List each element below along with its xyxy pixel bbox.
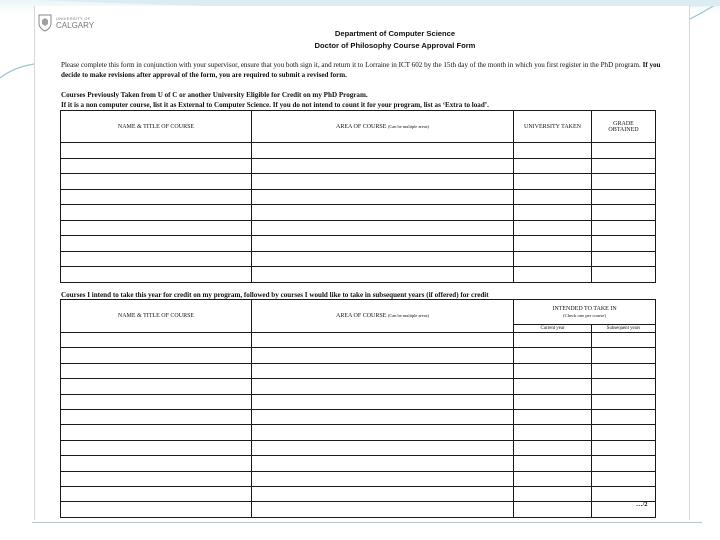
intended-courses-table	[60, 299, 656, 518]
col-area-label: AREA OF COURSE	[336, 123, 387, 130]
course-area-cell[interactable]	[252, 471, 514, 486]
course-area-cell[interactable]	[252, 205, 514, 221]
university-cell[interactable]	[514, 158, 592, 174]
col-intended	[514, 300, 656, 325]
current-year-check[interactable]	[514, 425, 592, 440]
current-year-check[interactable]	[514, 456, 592, 471]
course-name-cell[interactable]	[61, 205, 252, 221]
subsequent-years-check[interactable]	[592, 379, 656, 394]
grade-cell[interactable]	[592, 220, 656, 236]
subsequent-years-check[interactable]	[592, 486, 656, 501]
course-name-cell[interactable]	[61, 348, 252, 363]
department-title: Department of Computer Science	[334, 29, 456, 38]
grade-cell[interactable]	[592, 189, 656, 205]
subsequent-years-check[interactable]	[592, 425, 656, 440]
course-name-cell[interactable]	[61, 220, 252, 236]
table-row	[61, 409, 656, 424]
course-area-cell[interactable]	[252, 143, 514, 159]
course-name-cell[interactable]	[61, 158, 252, 174]
grade-cell[interactable]	[592, 205, 656, 221]
table-row	[61, 205, 656, 221]
col-intended-label: INTENDED TO TAKE IN	[552, 305, 617, 312]
col-name-title	[61, 111, 252, 143]
instructions	[61, 60, 661, 80]
table-row	[61, 456, 656, 471]
col-area	[252, 111, 514, 143]
course-name-cell[interactable]	[61, 251, 252, 267]
university-cell[interactable]	[514, 251, 592, 267]
table-header-row	[61, 111, 656, 143]
course-area-cell[interactable]	[252, 363, 514, 378]
course-name-cell[interactable]	[61, 486, 252, 501]
col-area-note: (Can be multiple areas)	[387, 313, 429, 318]
current-year-check[interactable]	[514, 471, 592, 486]
course-name-cell[interactable]	[61, 333, 252, 348]
course-name-cell[interactable]	[61, 363, 252, 378]
swoosh-curve-left	[0, 64, 34, 78]
course-name-cell[interactable]	[61, 456, 252, 471]
university-crest-icon	[38, 14, 52, 32]
current-year-check[interactable]	[514, 502, 592, 517]
course-name-cell[interactable]	[61, 394, 252, 409]
section2-heading: Courses I intend to take this year for credit on my program, followed by courses I would like to take in subsequent years (if offered) for credit	[61, 291, 489, 299]
grade-cell[interactable]	[592, 158, 656, 174]
course-name-cell[interactable]	[61, 236, 252, 252]
subsequent-years-check[interactable]	[592, 409, 656, 424]
course-area-cell[interactable]	[252, 440, 514, 455]
logo-university-of: UNIVERSITY OF	[56, 16, 91, 21]
table-row	[61, 440, 656, 455]
subsequent-years-check[interactable]	[592, 363, 656, 378]
table-row	[61, 379, 656, 394]
col-university-label: UNIVERSITY TAKEN	[523, 123, 581, 130]
course-name-cell[interactable]	[61, 440, 252, 455]
course-name-cell[interactable]	[61, 189, 252, 205]
course-area-cell[interactable]	[252, 189, 514, 205]
current-year-check[interactable]	[514, 348, 592, 363]
subsequent-years-check[interactable]	[592, 333, 656, 348]
university-cell[interactable]	[514, 189, 592, 205]
grade-cell[interactable]	[592, 251, 656, 267]
instructions-text: Please complete this form in conjunction with your supervisor, ensure that you both sign it, and return it to Lorraine in ICT 602 by the 15th day of the month in which you first register in the PhD program.	[61, 61, 643, 69]
university-cell[interactable]	[514, 220, 592, 236]
col-name-title-label: NAME & TITLE OF COURSE	[117, 123, 195, 130]
course-name-cell[interactable]	[61, 425, 252, 440]
university-cell[interactable]	[514, 205, 592, 221]
subsequent-years-check[interactable]	[592, 394, 656, 409]
current-year-check[interactable]	[514, 363, 592, 378]
grade-cell[interactable]	[592, 143, 656, 159]
course-area-cell[interactable]	[252, 348, 514, 363]
grade-cell[interactable]	[592, 174, 656, 190]
course-area-cell[interactable]	[252, 251, 514, 267]
university-cell[interactable]	[514, 236, 592, 252]
section1-heading	[61, 90, 661, 110]
instructions-bold-text: If you decide to make revisions after approval of the form, you are required to submit a revised form.	[61, 61, 661, 79]
subsequent-years-check[interactable]	[592, 471, 656, 486]
current-year-check[interactable]	[514, 440, 592, 455]
table-row	[61, 425, 656, 440]
table-row	[61, 174, 656, 190]
current-year-check[interactable]	[514, 409, 592, 424]
current-year-check[interactable]	[514, 486, 592, 501]
course-area-cell[interactable]	[252, 486, 514, 501]
grade-cell[interactable]	[592, 267, 656, 283]
col-grade-line1: GRADE	[613, 120, 634, 127]
course-area-cell[interactable]	[252, 425, 514, 440]
course-area-cell[interactable]	[252, 394, 514, 409]
course-name-cell[interactable]	[61, 143, 252, 159]
slide-bottom-rule	[32, 522, 702, 523]
table-row	[61, 236, 656, 252]
table-row	[61, 502, 656, 517]
current-year-check[interactable]	[514, 333, 592, 348]
table-row	[61, 486, 656, 501]
course-area-cell[interactable]	[252, 267, 514, 283]
course-area-cell[interactable]	[252, 236, 514, 252]
university-logo	[38, 12, 98, 38]
course-area-cell[interactable]	[252, 333, 514, 348]
col-name-title	[61, 300, 252, 333]
university-cell[interactable]	[514, 174, 592, 190]
table-row	[61, 251, 656, 267]
course-name-cell[interactable]	[61, 471, 252, 486]
course-area-cell[interactable]	[252, 409, 514, 424]
subsequent-years-check[interactable]	[592, 348, 656, 363]
table-row	[61, 267, 656, 283]
section1-heading-line1: Courses Previously Taken from U of C or another University Eligible for Credit on my PhD Program.	[61, 91, 368, 99]
table-row	[61, 363, 656, 378]
table-row	[61, 220, 656, 236]
logo-calgary: CALGARY	[56, 21, 95, 30]
previous-courses-table	[60, 110, 656, 283]
col-area-note: (Can be multiple areas)	[387, 123, 429, 129]
course-name-cell[interactable]	[61, 174, 252, 190]
course-area-cell[interactable]	[252, 158, 514, 174]
course-area-cell[interactable]	[252, 456, 514, 471]
table-row	[61, 158, 656, 174]
form-title: Doctor of Philosophy Course Approval Form	[314, 41, 476, 50]
table-header-row	[61, 300, 656, 325]
course-name-cell[interactable]	[61, 502, 252, 517]
col-intended-note: (Check one per course)	[563, 312, 606, 318]
col-area	[252, 300, 514, 333]
subsequent-years-check[interactable]	[592, 456, 656, 471]
current-year-check[interactable]	[514, 394, 592, 409]
course-name-cell[interactable]	[61, 267, 252, 283]
col-grade	[592, 111, 656, 143]
col-grade-line2: OBTAINED	[608, 126, 639, 133]
section1-heading-line2: If it is a non computer course, list it as External to Computer Science. If you do not intend to count it for your program, list as ‘Extra to load’.	[61, 101, 489, 109]
course-area-cell[interactable]	[252, 220, 514, 236]
university-cell[interactable]	[514, 143, 592, 159]
col-current-year: Current year	[514, 325, 592, 333]
table-row	[61, 143, 656, 159]
page-continuation-marker: …/2	[636, 501, 648, 508]
col-subsequent-years: Subsequent years	[592, 325, 656, 333]
course-area-cell[interactable]	[252, 502, 514, 517]
table-row	[61, 394, 656, 409]
university-cell[interactable]	[514, 267, 592, 283]
course-area-cell[interactable]	[252, 174, 514, 190]
table-row	[61, 471, 656, 486]
course-area-cell[interactable]	[252, 379, 514, 394]
grade-cell[interactable]	[592, 236, 656, 252]
col-university	[514, 111, 592, 143]
subsequent-years-check[interactable]	[592, 440, 656, 455]
course-name-cell[interactable]	[61, 409, 252, 424]
table-row	[61, 333, 656, 348]
col-name-title-label: NAME & TITLE OF COURSE	[117, 313, 195, 319]
table-row	[61, 348, 656, 363]
col-area-label: AREA OF COURSE	[336, 313, 387, 319]
current-year-check[interactable]	[514, 379, 592, 394]
table-row	[61, 189, 656, 205]
course-name-cell[interactable]	[61, 379, 252, 394]
